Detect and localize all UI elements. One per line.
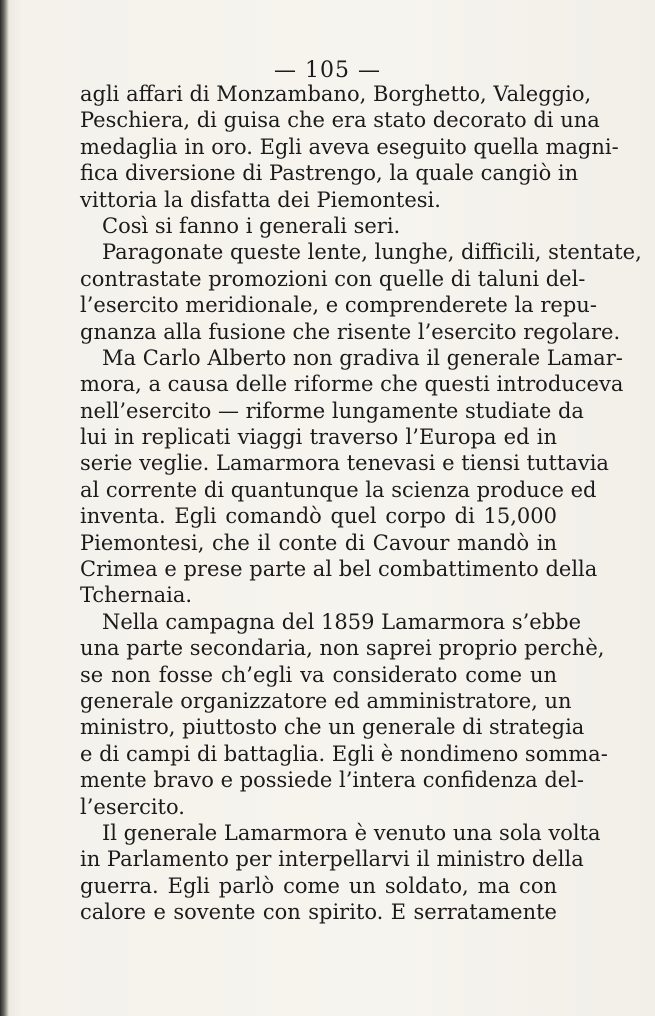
text-line: Nella campagna del 1859 Lamarmora s’ebbe xyxy=(102,609,582,634)
text-line: generale organizzatore ed amministratore, un xyxy=(80,688,572,713)
text-line: Piemontesi, che il conte di Cavour mandò in xyxy=(80,530,557,555)
text-line: ministro, piuttosto che un generale di strategia xyxy=(80,715,585,740)
text-line: al corrente di quantunque la scienza produce ed xyxy=(80,477,597,502)
text-line: Crimea e prese parte al bel combattimento della xyxy=(80,557,598,582)
text-line: fica diversione di Pastrengo, la quale cangiò in xyxy=(80,161,579,186)
text-line: Così si fanno i generali seri. xyxy=(102,213,401,238)
text-line: e di campi di battaglia. Egli è nondimeno somma- xyxy=(80,741,608,766)
text-line: contrastate promozioni con quelle di taluni del- xyxy=(80,266,586,291)
text-line: Peschiera, di guisa che era stato decorato di una xyxy=(80,108,600,133)
text-line: nell’esercito — riforme lungamente studiate da xyxy=(80,398,584,423)
text-line: Tchernaia. xyxy=(80,583,193,608)
text-line: mente bravo e possiede l’intera confidenza del- xyxy=(80,768,585,793)
text-line: lui in replicati viaggi traverso l’Europa ed in xyxy=(80,425,557,450)
text-line: inventa. Egli comandò quel corpo di 15,000 xyxy=(80,504,557,529)
page-number: — 105 — xyxy=(274,58,381,83)
text-line: agli affari di Monzambano, Borghetto, Valeggio, xyxy=(80,82,592,106)
text-line: l’esercito meridionale, e comprenderete la repu- xyxy=(80,293,597,318)
text-line: se non fosse ch’egli va considerato come un xyxy=(80,662,557,687)
text-line: guerra. Egli parlò come un soldato, ma con xyxy=(80,873,557,898)
text-line: Paragonate queste lente, lunghe, difficili, stentate, xyxy=(102,240,642,265)
text-line: vittoria la disfatta dei Piemontesi. xyxy=(80,187,441,212)
text-line: gnanza alla fusione che risente l’esercito regolare. xyxy=(80,319,621,344)
text-line: Il generale Lamarmora è venuto una sola volta xyxy=(102,820,601,845)
text-line: mora, a causa delle riforme che questi introduceva xyxy=(80,372,624,397)
text-line: serie veglie. Lamarmora tenevasi e tiensi tuttavia xyxy=(80,451,609,476)
text-line: in Parlamento per interpellarvi il ministro della xyxy=(80,847,584,872)
text-line: una parte secondaria, non saprei proprio perchè, xyxy=(80,636,605,661)
text-line: medaglia in oro. Egli aveva eseguito quella magni- xyxy=(80,134,619,159)
body-text xyxy=(80,81,642,926)
text-line: Ma Carlo Alberto non gradiva il generale Lamar- xyxy=(102,345,623,370)
text-line: l’esercito. xyxy=(80,794,185,819)
text-line: calore e sovente con spirito. E serratamente xyxy=(80,900,557,925)
binding-edge xyxy=(0,0,9,1016)
